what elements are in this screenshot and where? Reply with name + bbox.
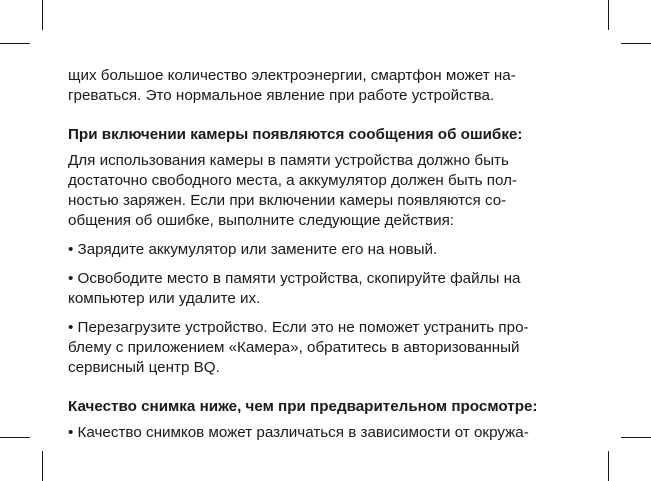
list-item-charge-battery	[68, 240, 551, 260]
crop-mark-top-left-vertical	[42, 0, 43, 30]
document-text-block	[68, 66, 551, 443]
text-line: компьютер или удалите их.	[68, 290, 261, 307]
text-line: достаточно свободного места, а аккумулятор должен быть пол-	[68, 172, 517, 189]
section-heading-camera-errors: При включении камеры появляются сообщения об ошибке:	[68, 126, 523, 143]
section-heading-image-quality: Качество снимка ниже, чем при предварительном просмотре:	[68, 398, 538, 415]
text-line: Перезагрузите устройство. Если это не поможет устранить про-	[77, 319, 529, 336]
text-line: сервисный центр BQ.	[68, 359, 220, 376]
text-line: греваться. Это нормальное явление при работе устройства.	[68, 87, 495, 104]
text-line: Освободите место в памяти устройства, скопируйте файлы на	[77, 270, 521, 287]
crop-mark-bottom-left-horizontal	[0, 437, 30, 438]
list-item-restart-device	[68, 318, 551, 378]
text-line: блему с приложением «Камера», обратитесь в авторизованный	[68, 339, 520, 356]
intro-paragraph	[68, 66, 551, 106]
crop-mark-top-right-horizontal	[621, 43, 651, 44]
crop-mark-bottom-right-horizontal	[621, 437, 651, 438]
list-item-free-memory	[68, 269, 551, 309]
text-line: ностью заряжен. Если при включении камеры появляются со-	[68, 192, 507, 209]
list-item-quality-varies	[68, 423, 551, 443]
crop-mark-top-right-vertical	[608, 0, 609, 30]
text-line: щих большое количество электроэнергии, смартфон может на-	[68, 67, 516, 84]
bullet-text: Зарядите аккумулятор или замените его на новый.	[77, 241, 438, 258]
text-line: Для использования камеры в памяти устройства должно быть	[68, 152, 509, 169]
text-line: общения об ошибке, выполните следующие действия:	[68, 212, 455, 229]
bullet-text: Качество снимков может различаться в зависимости от окружа-	[77, 424, 529, 441]
camera-errors-paragraph	[68, 151, 551, 231]
crop-mark-bottom-right-vertical	[608, 451, 609, 481]
crop-mark-top-left-horizontal	[0, 43, 30, 44]
crop-mark-bottom-left-vertical	[42, 451, 43, 481]
